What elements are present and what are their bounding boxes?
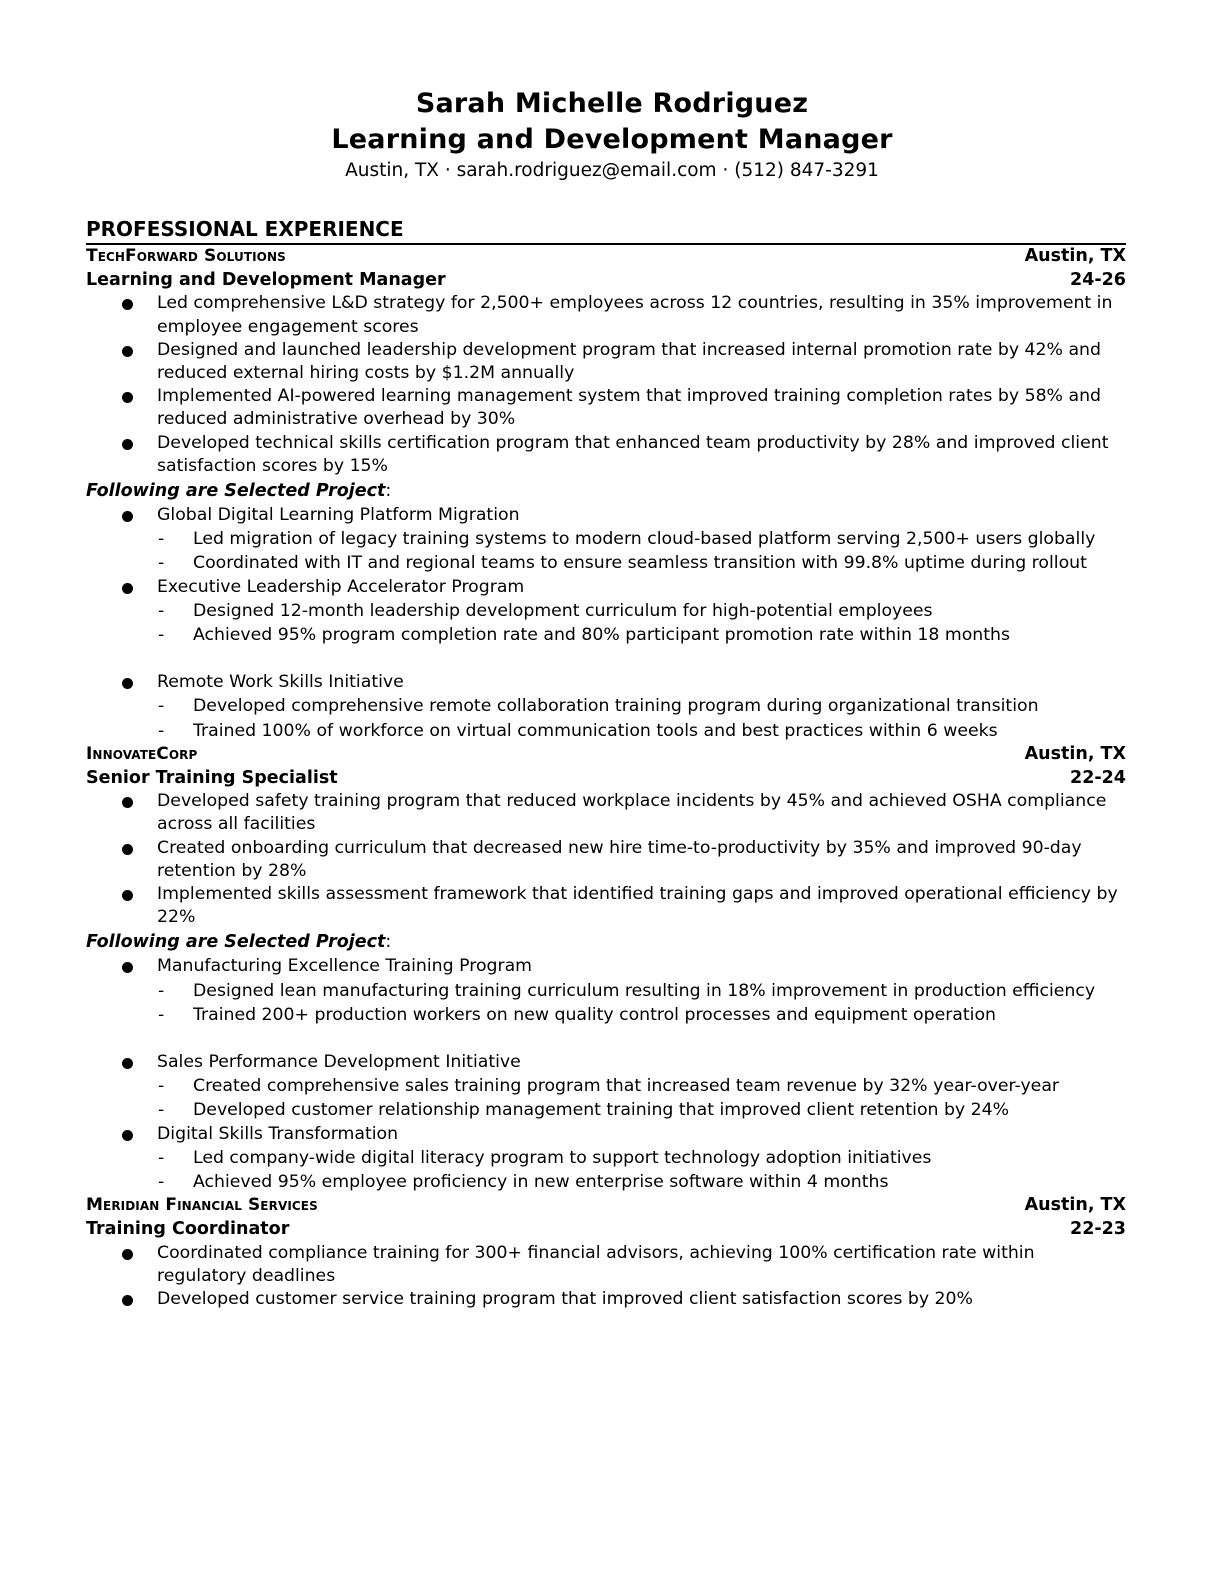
dash-icon: -	[158, 600, 165, 621]
achievement-item	[86, 339, 1126, 385]
project-name: Global Digital Learning Platform Migration	[157, 505, 520, 525]
project-detail-text: Trained 100% of workforce on virtual communication tools and best practices within 6 weeks	[193, 720, 998, 741]
dash-icon: -	[158, 696, 165, 717]
achievement-item	[86, 292, 1126, 338]
bullet-icon	[122, 1295, 133, 1306]
projects-label	[86, 929, 1126, 955]
bullet-icon	[122, 511, 133, 522]
dash-icon: -	[158, 1100, 165, 1121]
project-name: Executive Leadership Accelerator Program	[157, 576, 525, 597]
project-detail-text: Created comprehensive sales training program that increased team revenue by 32% year-over-year	[193, 1076, 1060, 1097]
project-name: Manufacturing Excellence Training Program	[157, 956, 533, 977]
job-company-row	[86, 1194, 1126, 1218]
bullet-icon	[122, 890, 133, 901]
achievement-text: Created onboarding curriculum that decreased new hire time-to-productivity by 35% and improved 90-day retention by 28%	[157, 837, 1082, 881]
job-entry	[86, 1194, 1126, 1311]
projects-label	[86, 478, 1126, 504]
project-detail-text: Designed lean manufacturing training curriculum resulting in 18% improvement in production efficiency	[193, 980, 1096, 1001]
project-item	[86, 1051, 1126, 1074]
project-detail	[86, 1146, 1126, 1170]
project-name: Digital Skills Transformation	[157, 1123, 399, 1144]
dash-icon: -	[158, 1004, 165, 1025]
bullet-icon	[122, 1249, 133, 1260]
project-detail	[86, 694, 1126, 718]
achievement-item	[86, 1288, 1126, 1311]
section-heading: PROFESSIONAL EXPERIENCE	[86, 217, 404, 241]
job-role-row	[86, 269, 1126, 293]
project-item	[86, 1123, 1126, 1146]
project-item	[86, 955, 1126, 978]
contact-info: Austin, TX · sarah.rodriguez@email.com · (512) 847-3291	[345, 160, 879, 181]
projects-label-text: Following are Selected Project	[86, 481, 386, 501]
project-detail-text: Developed comprehensive remote collaboration training program during organizational transition	[193, 696, 1039, 717]
dash-icon: -	[158, 1147, 165, 1168]
dash-icon: -	[158, 1076, 165, 1097]
achievement-item	[86, 837, 1126, 883]
project-detail	[86, 1170, 1126, 1194]
project-detail	[86, 979, 1126, 1003]
job-location: Austin, TX	[1024, 1195, 1126, 1216]
project-detail	[86, 1074, 1126, 1098]
bullet-icon	[122, 962, 133, 973]
achievement-item	[86, 432, 1126, 478]
project-detail-text: Coordinated with IT and regional teams to ensure seamless transition with 99.8% uptime during rollout	[193, 553, 1087, 574]
achievement-text: Implemented skills assessment framework that identified training gaps and improved operational efficiency by 22%	[157, 884, 1118, 928]
projects-label-text: Following are Selected Project	[86, 932, 386, 953]
resume-header	[0, 86, 1224, 184]
project-detail-text: Led migration of legacy training systems to modern cloud-based platform serving 2,500+ users globally	[193, 529, 1096, 550]
candidate-name: Sarah Michelle Rodriguez	[415, 88, 809, 119]
achievement-text: Coordinated compliance training for 300+ financial advisors, achieving 100% certification rate within regulatory deadlines	[157, 1242, 1035, 1286]
achievement-text: Designed and launched leadership development program that increased internal promotion rate by 42% and reduced external hiring costs by $1.2M annually	[157, 339, 1101, 383]
project-detail-text: Achieved 95% employee proficiency in new enterprise software within 4 months	[193, 1172, 889, 1193]
achievement-item	[86, 385, 1126, 431]
company-name: Meridian Financial Services	[86, 1195, 318, 1216]
spacer	[86, 1027, 1126, 1051]
job-title: Learning and Development Manager	[86, 269, 446, 290]
project-item	[86, 504, 1126, 527]
dash-icon: -	[158, 529, 165, 550]
project-detail	[86, 1098, 1126, 1122]
bullet-icon	[122, 1130, 133, 1141]
job-role-row	[86, 1218, 1126, 1242]
job-dates: 22-23	[1070, 1218, 1126, 1239]
bullet-icon	[122, 844, 133, 855]
project-item	[86, 576, 1126, 599]
project-detail-text: Trained 200+ production workers on new quality control processes and equipment operation	[193, 1004, 997, 1025]
project-detail-text: Led company-wide digital literacy program to support technology adoption initiatives	[193, 1147, 932, 1168]
bullet-icon	[122, 583, 133, 594]
achievement-item	[86, 790, 1126, 836]
achievement-item	[86, 1242, 1126, 1288]
spacer	[86, 647, 1126, 671]
projects-label-colon: :	[385, 932, 392, 953]
bullet-icon	[122, 1058, 133, 1069]
bullet-icon	[122, 439, 133, 450]
bullet-icon	[122, 299, 133, 310]
dash-icon: -	[158, 553, 165, 574]
dash-icon: -	[158, 720, 165, 741]
bullet-icon	[122, 797, 133, 808]
project-item	[86, 671, 1126, 694]
project-name: Sales Performance Development Initiative	[157, 1052, 521, 1073]
bullet-icon	[122, 346, 133, 357]
experience-section	[86, 216, 1126, 1311]
projects-label-colon: :	[385, 481, 392, 501]
project-detail-text: Developed customer relationship management training that improved client retention by 24%	[193, 1100, 1010, 1121]
achievement-text: Developed technical skills certification program that enhanced team productivity by 28% and improved client satisfaction scores by 15%	[157, 432, 1109, 476]
job-location: Austin, TX	[1024, 743, 1126, 764]
dash-icon: -	[158, 625, 165, 646]
job-company-row	[86, 245, 1126, 269]
achievement-text: Implemented AI-powered learning management system that improved training completion rates by 58% and reduced administrative overhead by 30%	[157, 386, 1101, 430]
company-name: InnovateCorp	[86, 743, 198, 764]
bullet-icon	[122, 678, 133, 689]
job-company-row	[86, 743, 1126, 767]
achievement-text: Developed safety training program that reduced workplace incidents by 45% and achieved OSHA compliance across all facilities	[157, 791, 1107, 835]
achievement-item	[86, 883, 1126, 929]
company-name: TechForward Solutions	[86, 246, 286, 266]
job-location: Austin, TX	[1024, 246, 1126, 266]
project-detail-text: Designed 12-month leadership development curriculum for high-potential employees	[193, 600, 933, 621]
job-dates: 22-24	[1070, 767, 1126, 788]
achievement-text: Developed customer service training program that improved client satisfaction scores by 20%	[157, 1289, 973, 1310]
project-detail	[86, 527, 1126, 551]
job-entry	[86, 743, 1126, 1194]
project-name: Remote Work Skills Initiative	[157, 672, 404, 693]
job-dates: 24-26	[1070, 269, 1126, 290]
candidate-title: Learning and Development Manager	[331, 124, 893, 155]
job-title: Senior Training Specialist	[86, 767, 338, 788]
project-detail	[86, 1003, 1126, 1027]
job-entry	[86, 245, 1126, 743]
project-detail-text: Achieved 95% program completion rate and 80% participant promotion rate within 18 months	[193, 625, 1010, 646]
project-detail	[86, 719, 1126, 743]
job-title: Training Coordinator	[86, 1218, 290, 1239]
project-detail	[86, 599, 1126, 623]
job-role-row	[86, 767, 1126, 791]
project-detail	[86, 623, 1126, 647]
dash-icon: -	[158, 980, 165, 1001]
achievement-text: Led comprehensive L&D strategy for 2,500+ employees across 12 countries, resulting in 35% improvement in employee engagement scores	[157, 293, 1113, 337]
bullet-icon	[122, 392, 133, 403]
dash-icon: -	[158, 1172, 165, 1193]
project-detail	[86, 551, 1126, 575]
